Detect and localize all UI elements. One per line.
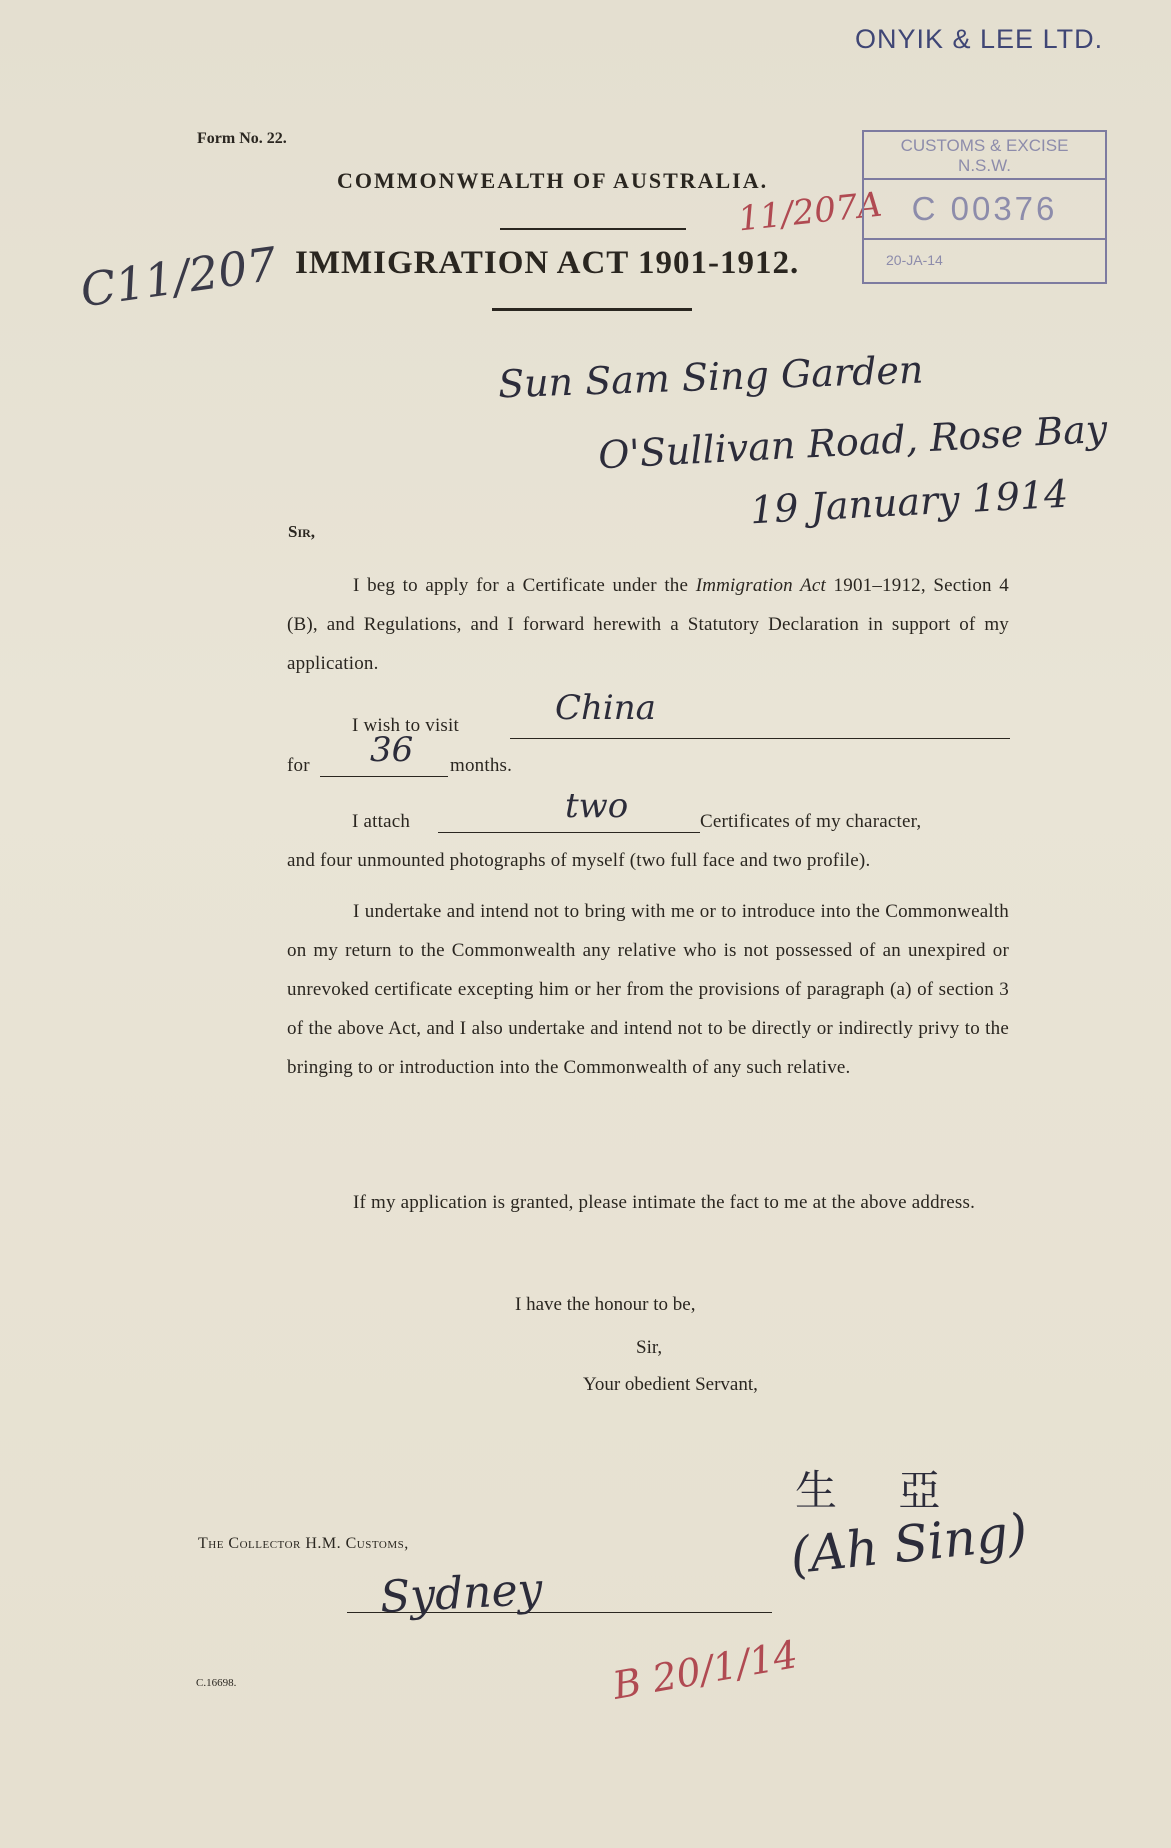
document-heading: COMMONWEALTH OF AUSTRALIA. [337, 168, 769, 193]
address-line2: O'Sullivan Road, Rose Bay [597, 406, 1109, 478]
closing-honour: I have the honour to be, [515, 1294, 696, 1315]
customs-stamp-line2: N.S.W. [958, 156, 1011, 175]
customs-stamp-number: C 00376 [864, 180, 1105, 240]
customs-stamp-date: 20-JA-14 [886, 252, 943, 268]
form-code: C.16698. [196, 1677, 237, 1689]
salutation: Sir, [288, 522, 316, 541]
months-value: 36 [370, 730, 414, 770]
customs-stamp [862, 130, 1107, 284]
paragraph-application-text-a: I beg to apply for a Certificate under the [353, 575, 696, 596]
paragraph-undertaking: I undertake and intend not to bring with me or to introduce into the Commonwealth on my return to the Commonwealth any relative who is not possessed of an unexpired or unrevoked certificate excepting him or her from the provisions of paragraph (a) of section 3 of the above Act, and I also undertake and intend not to be directly or indirectly privy to the bringing to or introduction into the Commonwealth of any such relative. [287, 901, 1009, 1078]
collector-address: The Collector H.M. Customs, [198, 1535, 409, 1552]
paragraph-application-act: Immigration Act [695, 575, 827, 596]
heading-rule [500, 228, 686, 230]
red-reference: 11/207A [736, 184, 884, 240]
closing-servant: Your obedient Servant, [583, 1374, 758, 1395]
paragraph-grant: If my application is granted, please intimate the fact to me at the above address. [353, 1192, 976, 1213]
city-name: Sydney [378, 1563, 544, 1624]
attach-suffix: Certificates of my character, [700, 811, 922, 832]
visit-destination: China [555, 688, 656, 728]
company-stamp: ONYIK & LEE LTD. [855, 24, 1104, 54]
customs-stamp-line1: CUSTOMS & EXCISE [900, 136, 1069, 155]
margin-reference: C11/207 [77, 236, 280, 318]
attach-fill-line [438, 832, 700, 833]
months-for-label: for [287, 755, 310, 776]
signature-name: (Ah Sing) [787, 1502, 1031, 1586]
title-rule [492, 308, 692, 311]
attach-count: two [565, 786, 629, 826]
form-number: Form No. 22. [197, 130, 287, 147]
months-fill-line [320, 776, 448, 777]
attach-photographs: and four unmounted photographs of myself (two full face and two profile). [287, 850, 871, 871]
address-line1: Sun Sam Sing Garden [497, 347, 925, 407]
paragraph-application-text-b: 1901–1912, Section 4 (B), and Regulations, and I forward herewith a Statutory Declaration in support of my application. [287, 575, 1009, 674]
closing-sir: Sir, [636, 1337, 663, 1358]
months-label: months. [450, 755, 513, 776]
visit-fill-line [510, 738, 1010, 739]
act-title: IMMIGRATION ACT 1901-1912. [295, 245, 800, 281]
visit-label: I wish to visit [352, 715, 459, 736]
paragraph-application [287, 566, 1009, 683]
signature-chinese: 生 亞 [795, 1466, 965, 1515]
address-date: 19 January 1914 [749, 471, 1070, 533]
attach-label: I attach [352, 811, 411, 832]
official-initials: B 20/1/14 [609, 1632, 801, 1708]
